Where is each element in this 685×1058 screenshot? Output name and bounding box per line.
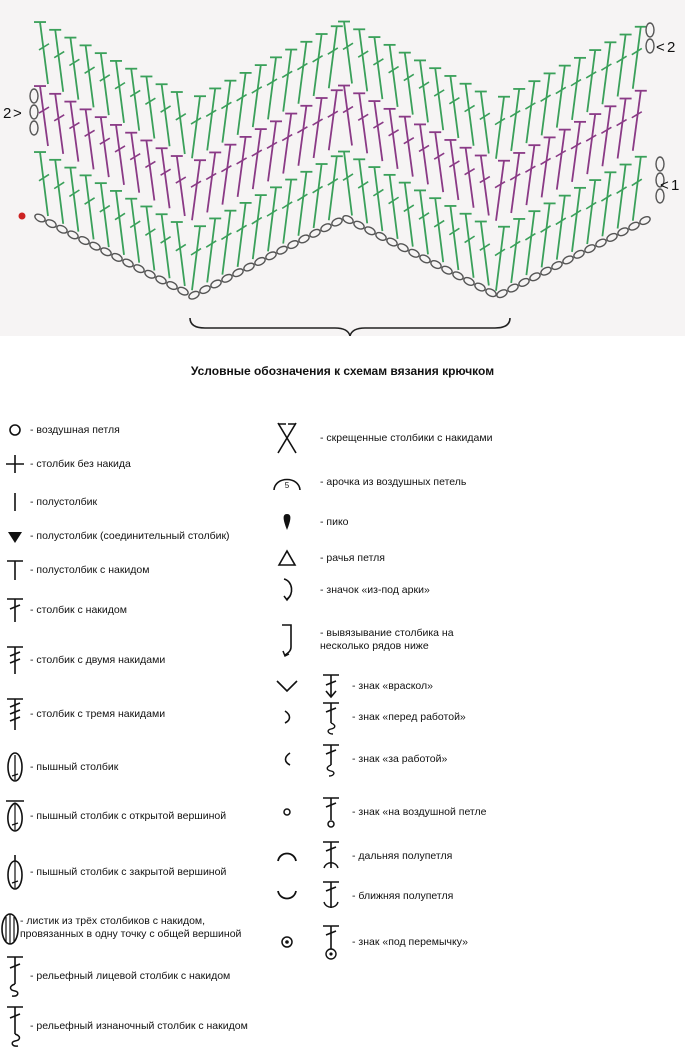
puff-stitch-icon — [0, 747, 30, 787]
dc-stitch — [618, 99, 626, 159]
chain-stitch — [45, 218, 58, 229]
turning-chain — [30, 121, 38, 135]
dc-stitch — [177, 156, 185, 216]
chain-stitch — [342, 214, 355, 225]
row-marker-2-left — [3, 105, 22, 122]
crossed-dc-icon — [272, 418, 302, 458]
dc-stitch — [602, 106, 610, 166]
chain-stitch — [639, 215, 652, 226]
dc-stitch — [405, 53, 413, 115]
dc-stitch — [511, 153, 519, 213]
dc-stitch — [618, 165, 626, 229]
dc-stitch — [526, 145, 534, 205]
dc-stitch — [298, 42, 306, 104]
dc-stitch — [481, 156, 489, 216]
svg-text:5: 5 — [284, 481, 290, 490]
dc-stitch — [314, 34, 322, 96]
dc-stitch — [450, 140, 458, 200]
legend-entry-dtr — [0, 694, 165, 734]
chain-stitch — [397, 242, 410, 253]
dc-stitch — [283, 50, 291, 112]
svg-text:>: > — [13, 105, 22, 122]
legend-label: - знак «враскол» — [352, 679, 434, 692]
legend-label: - пико — [320, 515, 349, 528]
dc-stitch — [177, 222, 185, 286]
dc-stitch — [253, 65, 261, 127]
chain-stitch — [155, 274, 168, 285]
dc-stitch — [207, 88, 215, 150]
legend-entry-arch — [272, 462, 466, 502]
legend-label: - листик из трёх столбиков с накидом, провязанных в одну точку с общей вершиной — [20, 915, 242, 940]
chain-stitch — [628, 221, 641, 232]
dc-stitch — [435, 132, 443, 192]
legend-label: - вывязывание столбика на несколько рядов ниже — [320, 627, 454, 652]
on-chain-dc-icon — [316, 792, 346, 832]
legend-label: - столбик с двумя накидами — [30, 653, 166, 666]
turning-chain — [646, 39, 654, 53]
turning-chain — [30, 105, 38, 119]
legend-label: - пышный столбик с открытой вершиной — [30, 809, 227, 822]
legend-entry-puff — [0, 747, 118, 787]
dc-stitch — [557, 130, 565, 190]
dc-stitch — [283, 180, 291, 244]
chain-stitch — [496, 288, 509, 299]
dc-stitch — [572, 188, 580, 252]
dc-stitch — [40, 152, 48, 216]
chain-stitch — [331, 217, 344, 228]
svg-text:1: 1 — [671, 177, 680, 194]
on-chain-icon — [272, 792, 302, 832]
dc-stitch — [450, 206, 458, 270]
chain-stitch — [529, 271, 542, 282]
front-loop-dc-icon — [316, 876, 346, 916]
dc-stitch — [238, 73, 246, 135]
chain-stitch — [166, 280, 179, 291]
legend-entry-dc — [0, 590, 127, 630]
legend-label: - ближняя полупетля — [352, 889, 454, 902]
dc-stitch — [542, 203, 550, 267]
dc-stitch — [207, 218, 215, 282]
dc-stitch — [633, 27, 641, 89]
dc-stitch — [344, 152, 352, 216]
legend-label: - знак «на воздушной петле — [352, 805, 487, 818]
dc-stitch — [587, 50, 595, 112]
chain-stitch — [265, 250, 278, 261]
dc-stitch — [70, 168, 78, 232]
repeat-bracket — [190, 318, 510, 336]
in-front-icon — [272, 697, 302, 737]
chain-stitch — [573, 249, 586, 260]
start-dot — [19, 213, 26, 220]
chain-stitch — [100, 246, 113, 257]
chain-stitch — [584, 243, 597, 254]
chain-stitch — [199, 284, 212, 295]
legend-label: - столбик с тремя накидами — [30, 707, 166, 720]
double-crochet-icon — [0, 590, 30, 630]
dc-stitch — [192, 226, 200, 290]
dc-stitch — [222, 81, 230, 143]
dc-stitch — [329, 156, 337, 220]
dc-stitch — [435, 68, 443, 130]
dc-stitch — [86, 109, 94, 169]
dc-stitch — [496, 161, 504, 221]
dc-stitch — [572, 122, 580, 182]
dc-stitch — [146, 76, 154, 138]
chain-stitch — [419, 253, 432, 264]
dc-stitch — [162, 84, 170, 146]
legend-label: - знак «перед работой» — [352, 710, 466, 723]
chain-stitch — [386, 237, 399, 248]
legend-entry-picot — [272, 502, 349, 542]
legend-label: - воздушная петля — [30, 423, 120, 436]
dc-stitch — [344, 86, 352, 146]
spike-stitch-icon — [272, 620, 302, 660]
dc-stitch — [146, 140, 154, 200]
chain-stitch — [276, 245, 289, 256]
dc-stitch — [40, 86, 48, 146]
dc-stitch — [222, 211, 230, 275]
dc-stitch — [602, 42, 610, 104]
legend-entry-in-front — [272, 697, 466, 737]
dc-stitch — [526, 81, 534, 143]
legend-entry-puff-open — [0, 796, 226, 836]
dc-stitch — [511, 219, 519, 283]
turning-chain — [656, 157, 664, 171]
legend-label: - знак «за работой» — [352, 752, 448, 765]
back-loop-icon — [272, 836, 302, 876]
chain-stitch — [298, 234, 311, 245]
legend-label: - пышный столбик — [30, 760, 119, 773]
dc-stitch — [162, 148, 170, 208]
legend-label: - полустолбик с накидом — [30, 563, 150, 576]
dc-stitch — [405, 117, 413, 177]
dc-stitch — [374, 101, 382, 161]
dc-stitch — [329, 90, 337, 150]
legend-entry-back-loop — [272, 836, 452, 876]
dc-stitch — [131, 69, 139, 131]
dc-stitch — [496, 227, 504, 291]
dc-stitch — [116, 191, 124, 255]
dc-stitch — [374, 167, 382, 231]
chain-stitch — [177, 286, 190, 297]
chain-stitch — [188, 290, 201, 301]
chain-stitch — [287, 239, 300, 250]
dc-stitch — [587, 114, 595, 174]
dc-stitch — [542, 137, 550, 197]
in-front-dc-icon — [316, 697, 346, 737]
chain-stitch — [375, 231, 388, 242]
legend-label: - значок «из-под арки» — [320, 583, 430, 596]
behind-icon — [272, 739, 302, 779]
dc-stitch — [192, 160, 200, 220]
dc-stitch — [557, 196, 565, 260]
dc-stitch — [131, 199, 139, 263]
dc-stitch — [359, 159, 367, 223]
dc-stitch — [572, 58, 580, 120]
back-loop-dc-icon — [316, 836, 346, 876]
dc-stitch — [481, 92, 489, 154]
chain-stitch — [243, 262, 256, 273]
dc-stitch — [253, 129, 261, 189]
dc-stitch — [374, 37, 382, 99]
chain-stitch — [78, 235, 91, 246]
chain-stitch — [210, 279, 223, 290]
dc-stitch — [298, 106, 306, 166]
dc-stitch — [526, 211, 534, 275]
svg-text:<: < — [656, 39, 665, 56]
svg-text:2: 2 — [3, 105, 12, 122]
dc-stitch — [466, 148, 474, 208]
dc-stitch — [86, 175, 94, 239]
legend-entry-sc — [0, 444, 131, 484]
dc-stitch — [359, 93, 367, 153]
turning-chain — [30, 89, 38, 103]
dc-stitch — [390, 109, 398, 169]
chain-stitch — [595, 238, 608, 249]
chain-stitch — [430, 259, 443, 270]
legend-label: - рачья петля — [320, 551, 385, 564]
legend-entry-on-chain — [272, 792, 486, 832]
dc-stitch — [542, 73, 550, 135]
chain-stitch — [474, 282, 487, 293]
legend-label: - полустолбик — [30, 495, 98, 508]
dc-stitch — [86, 45, 94, 107]
legend-label: - арочка из воздушных петель — [320, 475, 467, 488]
dc-stitch — [116, 61, 124, 123]
legend-label: - знак «под перемычку» — [352, 935, 468, 948]
dc-stitch — [329, 26, 337, 88]
dc-stitch — [298, 172, 306, 236]
double-treble-crochet-icon — [0, 694, 30, 734]
chain-stitch — [606, 232, 619, 243]
back-post-dc-icon — [0, 1006, 30, 1046]
dc-stitch — [618, 35, 626, 97]
chain-stitch — [320, 222, 333, 233]
dc-stitch — [101, 53, 109, 115]
picot-icon — [272, 502, 302, 542]
dc-stitch — [40, 22, 48, 84]
dc-stitch — [633, 157, 641, 221]
front-post-dc-icon — [0, 956, 30, 996]
legend-title: Условные обозначения к схемам вязания крючком — [190, 364, 495, 378]
dc-stitch — [55, 94, 63, 154]
legend-entry-tr — [0, 640, 165, 680]
chain-stitch — [562, 255, 575, 266]
row-marker-1-right — [660, 177, 679, 194]
dc-stitch — [557, 66, 565, 128]
half-double-crochet-icon — [0, 550, 30, 590]
puff-open-top-icon — [0, 796, 30, 836]
under-arch-icon — [272, 570, 302, 610]
dc-stitch — [177, 92, 185, 154]
legend-entry-bpdc — [0, 1006, 248, 1046]
dc-stitch — [238, 137, 246, 197]
dc-stitch — [450, 76, 458, 138]
chain-stitch — [353, 220, 366, 231]
svg-text:<: < — [660, 177, 669, 194]
dc-stitch — [344, 22, 352, 84]
chain-stitch — [518, 277, 531, 288]
treble-crochet-icon — [0, 640, 30, 680]
crochet-chart — [0, 0, 685, 336]
chain-stitch — [122, 258, 135, 269]
dc-stitch — [602, 172, 610, 236]
legend-label: - скрещенные столбики с накидами — [320, 431, 493, 444]
chain-stitch — [507, 283, 520, 294]
dc-stitch — [116, 125, 124, 185]
legend-entry-under-bar — [272, 922, 468, 962]
legend-label: - пышный столбик с закрытой вершиной — [30, 865, 227, 878]
row-marker-2-right — [656, 39, 675, 56]
chain-stitch — [111, 252, 124, 263]
chart-canvas — [0, 0, 685, 336]
puff-closed-top-icon — [0, 852, 30, 892]
dc-stitch — [222, 145, 230, 205]
chain-stitch — [89, 241, 102, 252]
legend-entry-fpdc — [0, 956, 230, 996]
turning-chain — [646, 23, 654, 37]
legend-entry-crossed — [272, 418, 492, 458]
dc-stitch — [162, 214, 170, 278]
legend-entry-under-arch — [272, 570, 430, 610]
dc-stitch — [496, 97, 504, 159]
dc-stitch — [131, 133, 139, 193]
chain-stitch — [56, 224, 69, 235]
legend-entry-front-loop — [272, 876, 453, 916]
dc-stitch — [101, 117, 109, 177]
legend-entry-spike — [272, 620, 454, 660]
dc-stitch — [314, 164, 322, 228]
dc-stitch — [101, 183, 109, 247]
dc-stitch — [70, 102, 78, 162]
dc-stitch — [390, 45, 398, 107]
dc-stitch — [268, 121, 276, 181]
single-crochet-icon — [0, 444, 30, 484]
chain-stitch — [232, 267, 245, 278]
dc-stitch — [511, 89, 519, 151]
legend-entry-hdc — [0, 550, 149, 590]
under-bar-icon — [272, 922, 302, 962]
dc-stitch — [466, 84, 474, 146]
dc-stitch — [420, 60, 428, 122]
dc-stitch — [314, 98, 322, 158]
dc-stitch — [633, 91, 641, 151]
legend-label: - столбик с накидом — [30, 603, 127, 616]
chain-stitch — [254, 256, 267, 267]
chain-arch-icon — [272, 462, 302, 502]
dc-stitch — [146, 206, 154, 270]
dc-stitch — [466, 214, 474, 278]
front-loop-icon — [272, 876, 302, 916]
dc-stitch — [253, 195, 261, 259]
dc-stitch — [283, 114, 291, 174]
cluster-leaf-icon — [0, 908, 20, 948]
dc-stitch — [207, 152, 215, 212]
dc-stitch — [587, 180, 595, 244]
dc-stitch — [405, 183, 413, 247]
legend-entry-behind — [272, 739, 447, 779]
chain-stitch — [34, 213, 47, 224]
dc-stitch — [420, 190, 428, 254]
chain-stitch — [551, 260, 564, 271]
legend-label: - рельефный изнаночный столбик с накидом — [30, 1019, 248, 1032]
dc-stitch — [238, 203, 246, 267]
legend-entry-puff-closed — [0, 852, 226, 892]
chain-stitch — [133, 263, 146, 274]
chain-stitch — [309, 228, 322, 239]
chain-stitch — [452, 270, 465, 281]
chain-stitch — [408, 248, 421, 259]
dc-stitch — [70, 38, 78, 100]
dc-stitch — [420, 124, 428, 184]
dc-stitch — [55, 160, 63, 224]
legend-label: - полустолбик (соединительный столбик) — [30, 529, 230, 542]
dc-stitch — [359, 29, 367, 91]
legend-label: - столбик без накида — [30, 457, 131, 470]
chain-stitch — [441, 265, 454, 276]
dc-stitch — [192, 96, 200, 158]
dc-stitch — [390, 175, 398, 239]
behind-dc-icon — [316, 739, 346, 779]
dc-stitch — [55, 30, 63, 92]
chain-stitch — [364, 225, 377, 236]
svg-text:2: 2 — [667, 39, 676, 56]
under-bar-dc-icon — [316, 922, 346, 962]
legend-entry-cluster — [0, 908, 241, 948]
legend-label: - дальняя полупетля — [352, 849, 453, 862]
dc-stitch — [481, 222, 489, 286]
dc-stitch — [268, 187, 276, 251]
legend-label: - рельефный лицевой столбик с накидом — [30, 969, 231, 982]
dc-stitch — [435, 198, 443, 262]
dc-stitch — [268, 57, 276, 119]
